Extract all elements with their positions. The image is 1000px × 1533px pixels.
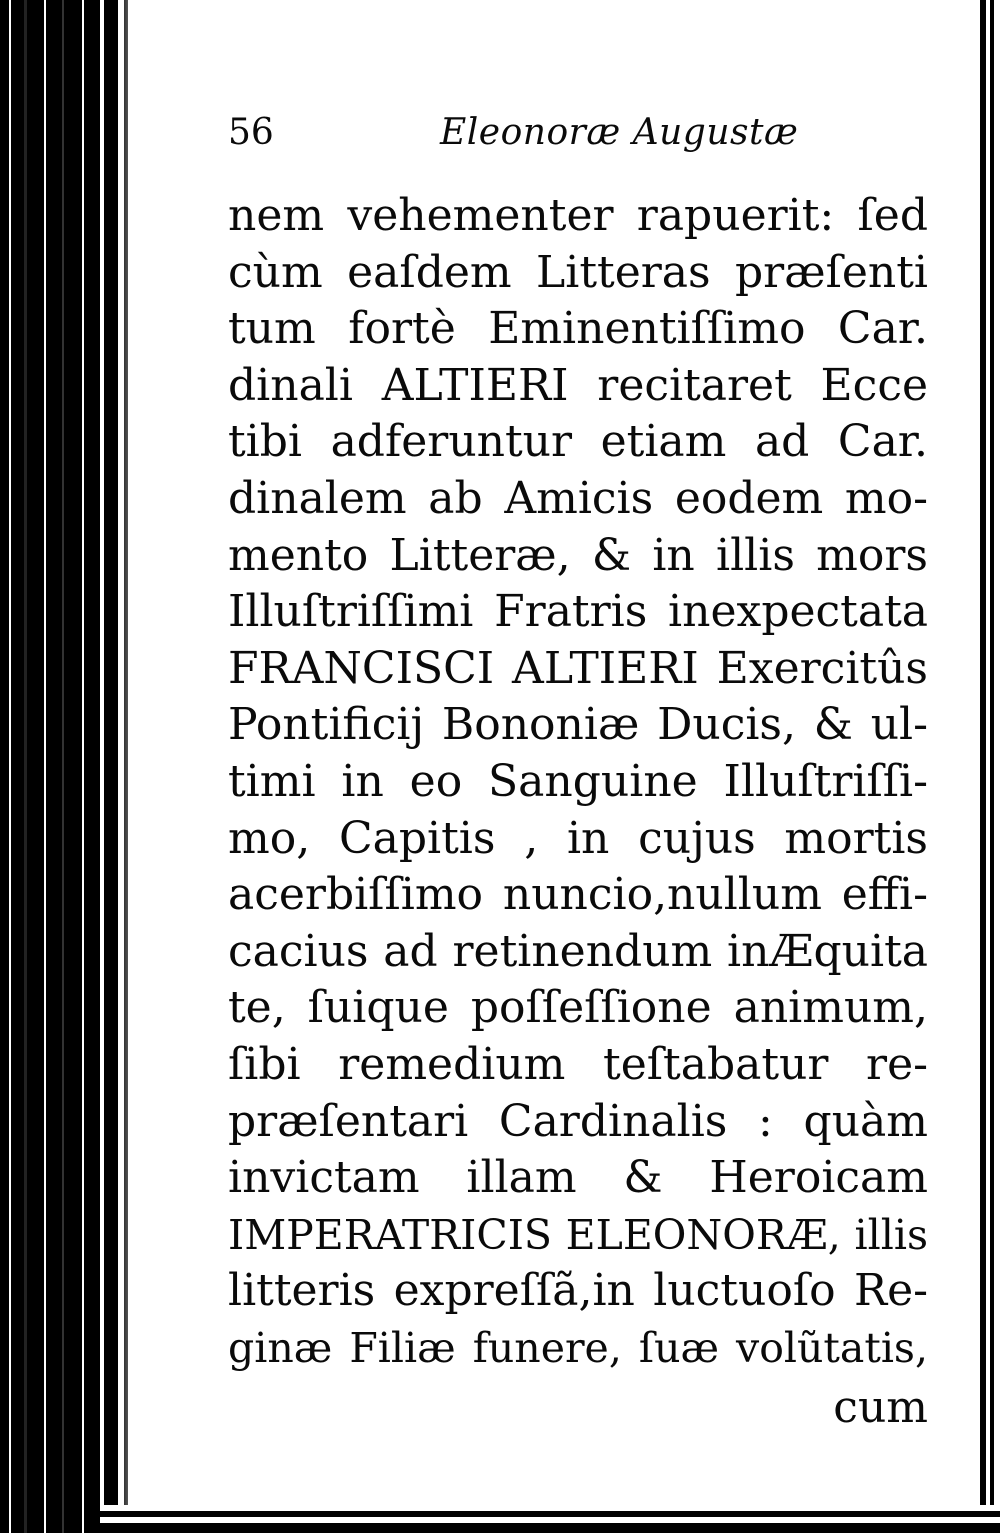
text-line: IMPERATRICIS ELEONORÆ, illis <box>228 1210 928 1259</box>
text-line: FRANCISCI ALTIERI Exercitûs <box>228 642 928 694</box>
text-line: Pontificij Bononiæ Ducis, & ul- <box>228 699 928 751</box>
page-text-block <box>228 112 928 1437</box>
text-line: mento Litteræ, & in illis mors <box>228 529 928 581</box>
text-line: præſentari Cardinalis : quàm <box>228 1095 928 1147</box>
running-head: Eleonoræ Augustæ <box>440 112 799 153</box>
text-line: cùm eaſdem Litteras præſenti <box>228 246 928 298</box>
text-line: timi in eo Sanguine Illuſtriſſi- <box>228 755 928 807</box>
page-bottom-edge <box>100 1505 1000 1533</box>
text-line: tum fortè Eminentiſſimo Car. <box>228 303 928 355</box>
text-line: litteris expreſſã,in luctuoſo Re- <box>228 1265 928 1317</box>
catchword: cum <box>833 1382 928 1434</box>
text-line: ſibi remedium teſtabatur re- <box>228 1038 928 1090</box>
text-line: invictam illam & Heroicam <box>228 1152 928 1204</box>
page-header <box>228 112 928 172</box>
text-line: nem vehementer rapuerit: ſed <box>228 190 928 241</box>
text-line: te, ſuique poſſeſſione animum, <box>228 982 928 1034</box>
text-line: ginæ Filiæ funere, ſuæ volũtatis, <box>228 1323 928 1372</box>
text-line: mo, Capitis , in cujus mortis <box>228 812 928 864</box>
text-line: cacius ad retinendum inÆquita <box>228 925 928 977</box>
body-text <box>228 188 928 1437</box>
text-line: dinali ALTIERI recitaret Ecce <box>228 359 928 411</box>
text-line: Illuſtriſſimi Fratris inexpectata <box>228 586 928 638</box>
page-number: 56 <box>228 112 274 153</box>
spine-fade <box>118 0 148 1533</box>
text-line: tibi adferuntur etiam ad Car. <box>228 416 928 468</box>
text-line: acerbiſſimo nuncio,nullum effi- <box>228 869 928 921</box>
text-line: dinalem ab Amicis eodem mo- <box>228 472 928 524</box>
page-right-edge <box>978 0 1000 1533</box>
